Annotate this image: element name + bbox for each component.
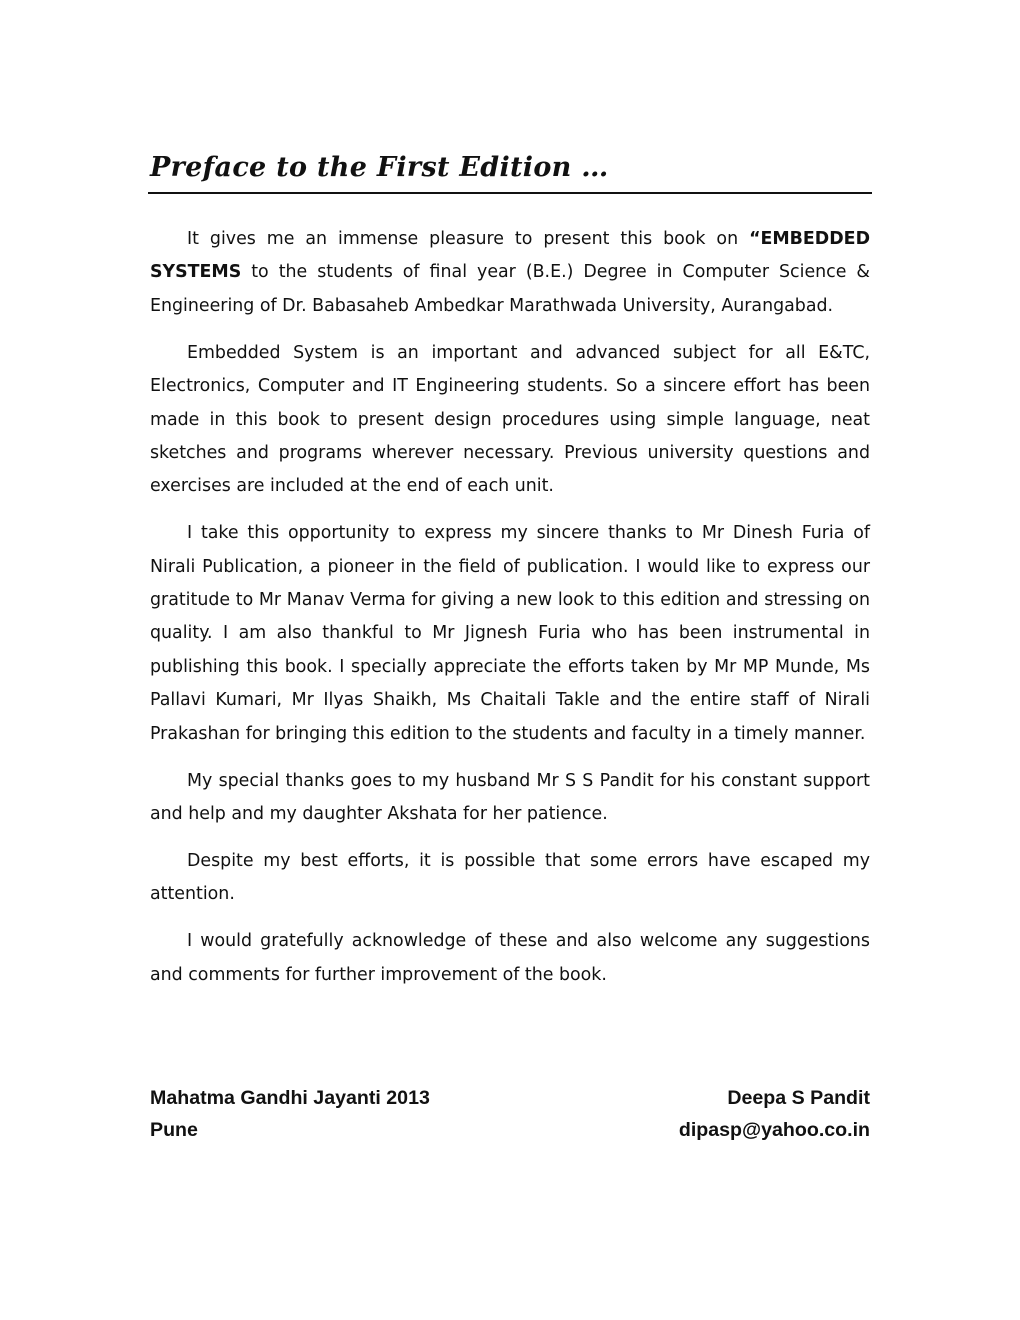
intro-text-start: It gives me an immense pleasure to present this book on: [187, 229, 750, 249]
heading-underline: [148, 192, 872, 194]
paragraph-family: My special thanks goes to my husband Mr S S Pandit for his constant support and help and my daughter Akshata for her patience.: [150, 770, 870, 824]
paragraph-suggestions: I would gratefully acknowledge of these and also welcome any suggestions and comments for further improvement of the book.: [150, 931, 870, 985]
author-name: Deepa S Pandit: [727, 1087, 870, 1109]
intro-text-end: to the students of final year (B.E.) Degree in Computer Science & Engineering of Dr. Babasaheb Ambedkar Marathwada University, Aurangabad.: [150, 262, 870, 316]
paragraph-thanks: I take this opportunity to express my sincere thanks to Mr Dinesh Furia of Nirali Publication, a pioneer in the field of publication. I would like to express our gratitude to Mr Manav Verma for giving a new look to this edition and stressing on quality. I am also thankful to Mr Jignesh Furia who has been instrumental in publishing this book. I specially appreciate the efforts taken by Mr MP Munde, Ms Pallavi Kumari, Mr Ilyas Shaikh, Ms Chaitali Takle and the entire staff of Nirali Prakashan for bringing this edition to the students and faculty in a timely manner.: [150, 523, 870, 744]
preface-heading: Preface to the First Edition …: [150, 152, 609, 183]
place: Pune: [150, 1119, 198, 1141]
author-email: dipasp@yahoo.co.in: [678, 1119, 870, 1141]
book-title-bold: “EMBEDDED SYSTEMS: [150, 229, 870, 283]
preface-body: [150, 223, 870, 1006]
signature-row-1: [150, 1082, 870, 1114]
occasion-date: Mahatma Gandhi Jayanti 2013: [150, 1087, 430, 1109]
paragraph-errors: Despite my best efforts, it is possible that some errors have escaped my attention.: [150, 850, 870, 905]
signature-block: [150, 1082, 870, 1146]
paragraph-subject: Embedded System is an important and advanced subject for all E&TC, Electronics, Computer and IT Engineering students. So a sincere effort has been made in this book to present design procedures using simple language, neat sketches and programs wherever necessary. Previous university questions and exercises are included at the end of each unit.: [150, 342, 870, 497]
paragraph-intro: [150, 223, 870, 323]
signature-row-2: [150, 1114, 870, 1146]
